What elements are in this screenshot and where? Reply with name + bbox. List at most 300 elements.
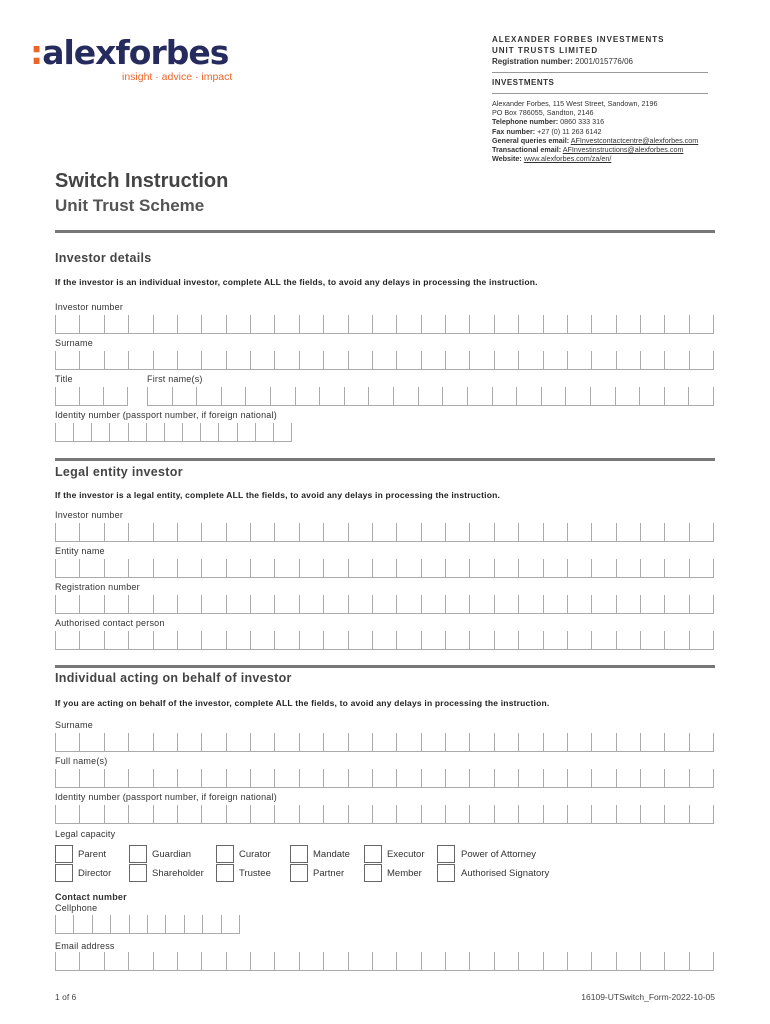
char-cell[interactable] <box>616 769 640 787</box>
char-cell[interactable] <box>201 559 225 577</box>
checkbox-member[interactable] <box>364 864 382 882</box>
char-cell[interactable] <box>55 631 79 649</box>
char-cell[interactable] <box>689 631 714 649</box>
char-cell[interactable] <box>494 315 518 333</box>
char-cell[interactable] <box>469 351 493 369</box>
char-cell[interactable] <box>591 315 615 333</box>
char-cell[interactable] <box>237 423 255 441</box>
char-cell[interactable] <box>689 733 714 751</box>
char-cell[interactable] <box>541 387 566 405</box>
char-cell[interactable] <box>295 387 320 405</box>
char-cell[interactable] <box>299 769 323 787</box>
char-cell[interactable] <box>664 387 689 405</box>
char-cell[interactable] <box>615 387 640 405</box>
char-cell[interactable] <box>245 387 270 405</box>
char-cell[interactable] <box>640 733 664 751</box>
transactional-email-link[interactable]: AFInvestinstructions@alexforbes.com <box>562 145 684 155</box>
char-cell[interactable] <box>664 315 688 333</box>
full-names-boxes[interactable] <box>55 769 714 788</box>
char-cell[interactable] <box>201 523 225 541</box>
char-cell[interactable] <box>518 595 542 613</box>
char-cell[interactable] <box>344 387 369 405</box>
char-cell[interactable] <box>421 805 445 823</box>
char-cell[interactable] <box>396 733 420 751</box>
char-cell[interactable] <box>79 523 103 541</box>
char-cell[interactable] <box>201 733 225 751</box>
char-cell[interactable] <box>104 559 128 577</box>
char-cell[interactable] <box>55 559 79 577</box>
char-cell[interactable] <box>396 523 420 541</box>
char-cell[interactable] <box>518 733 542 751</box>
char-cell[interactable] <box>543 351 567 369</box>
char-cell[interactable] <box>299 595 323 613</box>
char-cell[interactable] <box>518 523 542 541</box>
char-cell[interactable] <box>445 523 469 541</box>
char-cell[interactable] <box>396 631 420 649</box>
char-cell[interactable] <box>104 631 128 649</box>
char-cell[interactable] <box>689 805 714 823</box>
char-cell[interactable] <box>128 805 152 823</box>
checkbox-authorised-signatory[interactable] <box>437 864 455 882</box>
char-cell[interactable] <box>616 595 640 613</box>
char-cell[interactable] <box>469 559 493 577</box>
char-cell[interactable] <box>250 631 274 649</box>
char-cell[interactable] <box>372 351 396 369</box>
char-cell[interactable] <box>153 805 177 823</box>
char-cell[interactable] <box>469 769 493 787</box>
char-cell[interactable] <box>274 805 298 823</box>
char-cell[interactable] <box>469 952 493 970</box>
char-cell[interactable] <box>226 523 250 541</box>
char-cell[interactable] <box>110 915 128 933</box>
char-cell[interactable] <box>445 559 469 577</box>
char-cell[interactable] <box>104 769 128 787</box>
char-cell[interactable] <box>221 387 246 405</box>
char-cell[interactable] <box>518 769 542 787</box>
char-cell[interactable] <box>567 805 591 823</box>
char-cell[interactable] <box>445 595 469 613</box>
char-cell[interactable] <box>201 595 225 613</box>
char-cell[interactable] <box>494 595 518 613</box>
char-cell[interactable] <box>201 952 225 970</box>
char-cell[interactable] <box>153 523 177 541</box>
char-cell[interactable] <box>664 559 688 577</box>
char-cell[interactable] <box>372 733 396 751</box>
char-cell[interactable] <box>55 523 79 541</box>
char-cell[interactable] <box>274 952 298 970</box>
char-cell[interactable] <box>226 805 250 823</box>
char-cell[interactable] <box>567 631 591 649</box>
char-cell[interactable] <box>516 387 541 405</box>
char-cell[interactable] <box>153 315 177 333</box>
char-cell[interactable] <box>421 595 445 613</box>
char-cell[interactable] <box>323 351 347 369</box>
char-cell[interactable] <box>250 595 274 613</box>
char-cell[interactable] <box>393 387 418 405</box>
char-cell[interactable] <box>200 423 218 441</box>
char-cell[interactable] <box>79 769 103 787</box>
checkbox-trustee[interactable] <box>216 864 234 882</box>
char-cell[interactable] <box>567 595 591 613</box>
char-cell[interactable] <box>396 315 420 333</box>
char-cell[interactable] <box>274 631 298 649</box>
char-cell[interactable] <box>226 351 250 369</box>
char-cell[interactable] <box>319 387 344 405</box>
char-cell[interactable] <box>273 423 292 441</box>
char-cell[interactable] <box>299 733 323 751</box>
char-cell[interactable] <box>274 595 298 613</box>
char-cell[interactable] <box>639 387 664 405</box>
checkbox-partner[interactable] <box>290 864 308 882</box>
checkbox-power-of-attorney[interactable] <box>437 845 455 863</box>
char-cell[interactable] <box>177 315 201 333</box>
first-names-boxes[interactable] <box>147 387 714 406</box>
char-cell[interactable] <box>79 387 103 405</box>
char-cell[interactable] <box>494 351 518 369</box>
char-cell[interactable] <box>567 315 591 333</box>
char-cell[interactable] <box>616 351 640 369</box>
char-cell[interactable] <box>226 315 250 333</box>
char-cell[interactable] <box>323 631 347 649</box>
char-cell[interactable] <box>664 631 688 649</box>
title-boxes[interactable] <box>55 387 128 406</box>
char-cell[interactable] <box>567 733 591 751</box>
char-cell[interactable] <box>55 733 79 751</box>
char-cell[interactable] <box>372 559 396 577</box>
char-cell[interactable] <box>79 595 103 613</box>
website-link[interactable]: www.alexforbes.com/za/en/ <box>523 154 612 164</box>
char-cell[interactable] <box>372 805 396 823</box>
char-cell[interactable] <box>147 387 172 405</box>
char-cell[interactable] <box>543 733 567 751</box>
char-cell[interactable] <box>79 952 103 970</box>
char-cell[interactable] <box>177 769 201 787</box>
char-cell[interactable] <box>250 805 274 823</box>
char-cell[interactable] <box>372 315 396 333</box>
char-cell[interactable] <box>689 769 714 787</box>
char-cell[interactable] <box>104 805 128 823</box>
char-cell[interactable] <box>250 559 274 577</box>
char-cell[interactable] <box>177 595 201 613</box>
char-cell[interactable] <box>274 559 298 577</box>
char-cell[interactable] <box>274 351 298 369</box>
char-cell[interactable] <box>689 315 714 333</box>
identity-number-boxes[interactable] <box>55 423 292 442</box>
char-cell[interactable] <box>299 523 323 541</box>
char-cell[interactable] <box>591 805 615 823</box>
char-cell[interactable] <box>323 595 347 613</box>
char-cell[interactable] <box>177 952 201 970</box>
char-cell[interactable] <box>567 559 591 577</box>
char-cell[interactable] <box>616 315 640 333</box>
char-cell[interactable] <box>348 631 372 649</box>
char-cell[interactable] <box>348 351 372 369</box>
char-cell[interactable] <box>274 733 298 751</box>
char-cell[interactable] <box>201 351 225 369</box>
checkbox-curator[interactable] <box>216 845 234 863</box>
char-cell[interactable] <box>348 523 372 541</box>
char-cell[interactable] <box>372 595 396 613</box>
char-cell[interactable] <box>55 595 79 613</box>
char-cell[interactable] <box>591 631 615 649</box>
char-cell[interactable] <box>177 523 201 541</box>
char-cell[interactable] <box>494 559 518 577</box>
char-cell[interactable] <box>323 559 347 577</box>
general-email-link[interactable]: AFInvestcontactcentre@alexforbes.com <box>570 135 699 145</box>
char-cell[interactable] <box>467 387 492 405</box>
char-cell[interactable] <box>543 805 567 823</box>
char-cell[interactable] <box>567 952 591 970</box>
char-cell[interactable] <box>445 351 469 369</box>
char-cell[interactable] <box>153 631 177 649</box>
char-cell[interactable] <box>640 631 664 649</box>
behalf-surname-boxes[interactable] <box>55 733 714 752</box>
char-cell[interactable] <box>250 769 274 787</box>
checkbox-mandate[interactable] <box>290 845 308 863</box>
behalf-identity-boxes[interactable] <box>55 805 714 824</box>
char-cell[interactable] <box>469 315 493 333</box>
char-cell[interactable] <box>153 952 177 970</box>
char-cell[interactable] <box>664 952 688 970</box>
char-cell[interactable] <box>396 595 420 613</box>
char-cell[interactable] <box>250 351 274 369</box>
char-cell[interactable] <box>79 559 103 577</box>
char-cell[interactable] <box>616 733 640 751</box>
char-cell[interactable] <box>368 387 393 405</box>
char-cell[interactable] <box>591 595 615 613</box>
char-cell[interactable] <box>543 595 567 613</box>
char-cell[interactable] <box>165 915 183 933</box>
char-cell[interactable] <box>421 559 445 577</box>
char-cell[interactable] <box>299 631 323 649</box>
registration-number-boxes[interactable] <box>55 595 714 614</box>
char-cell[interactable] <box>226 559 250 577</box>
char-cell[interactable] <box>146 423 164 441</box>
char-cell[interactable] <box>445 733 469 751</box>
char-cell[interactable] <box>104 315 128 333</box>
char-cell[interactable] <box>591 733 615 751</box>
char-cell[interactable] <box>79 805 103 823</box>
char-cell[interactable] <box>128 769 152 787</box>
char-cell[interactable] <box>590 387 615 405</box>
char-cell[interactable] <box>153 733 177 751</box>
cellphone-boxes[interactable] <box>55 915 240 934</box>
char-cell[interactable] <box>348 595 372 613</box>
char-cell[interactable] <box>640 769 664 787</box>
char-cell[interactable] <box>104 351 128 369</box>
char-cell[interactable] <box>201 631 225 649</box>
char-cell[interactable] <box>226 769 250 787</box>
char-cell[interactable] <box>494 952 518 970</box>
char-cell[interactable] <box>104 733 128 751</box>
char-cell[interactable] <box>73 423 91 441</box>
char-cell[interactable] <box>664 805 688 823</box>
char-cell[interactable] <box>372 769 396 787</box>
char-cell[interactable] <box>518 315 542 333</box>
char-cell[interactable] <box>274 769 298 787</box>
email-boxes[interactable] <box>55 952 714 971</box>
char-cell[interactable] <box>518 805 542 823</box>
char-cell[interactable] <box>104 523 128 541</box>
char-cell[interactable] <box>128 595 152 613</box>
char-cell[interactable] <box>567 351 591 369</box>
char-cell[interactable] <box>323 952 347 970</box>
char-cell[interactable] <box>640 952 664 970</box>
char-cell[interactable] <box>543 315 567 333</box>
char-cell[interactable] <box>202 915 220 933</box>
char-cell[interactable] <box>469 631 493 649</box>
char-cell[interactable] <box>494 805 518 823</box>
char-cell[interactable] <box>323 315 347 333</box>
char-cell[interactable] <box>201 769 225 787</box>
char-cell[interactable] <box>567 523 591 541</box>
char-cell[interactable] <box>372 952 396 970</box>
char-cell[interactable] <box>128 315 152 333</box>
char-cell[interactable] <box>128 631 152 649</box>
char-cell[interactable] <box>104 952 128 970</box>
char-cell[interactable] <box>323 769 347 787</box>
char-cell[interactable] <box>147 915 165 933</box>
char-cell[interactable] <box>226 733 250 751</box>
char-cell[interactable] <box>55 423 73 441</box>
char-cell[interactable] <box>688 387 714 405</box>
char-cell[interactable] <box>270 387 295 405</box>
char-cell[interactable] <box>103 387 128 405</box>
char-cell[interactable] <box>664 595 688 613</box>
char-cell[interactable] <box>274 523 298 541</box>
char-cell[interactable] <box>299 315 323 333</box>
char-cell[interactable] <box>469 805 493 823</box>
surname-boxes[interactable] <box>55 351 714 370</box>
char-cell[interactable] <box>518 559 542 577</box>
char-cell[interactable] <box>421 952 445 970</box>
char-cell[interactable] <box>153 351 177 369</box>
char-cell[interactable] <box>445 631 469 649</box>
char-cell[interactable] <box>494 523 518 541</box>
char-cell[interactable] <box>396 952 420 970</box>
char-cell[interactable] <box>128 733 152 751</box>
char-cell[interactable] <box>172 387 197 405</box>
char-cell[interactable] <box>421 733 445 751</box>
char-cell[interactable] <box>445 952 469 970</box>
char-cell[interactable] <box>196 387 221 405</box>
char-cell[interactable] <box>128 523 152 541</box>
char-cell[interactable] <box>664 733 688 751</box>
char-cell[interactable] <box>323 523 347 541</box>
char-cell[interactable] <box>73 915 91 933</box>
char-cell[interactable] <box>518 351 542 369</box>
char-cell[interactable] <box>55 915 73 933</box>
char-cell[interactable] <box>348 733 372 751</box>
char-cell[interactable] <box>616 952 640 970</box>
char-cell[interactable] <box>396 805 420 823</box>
char-cell[interactable] <box>616 559 640 577</box>
char-cell[interactable] <box>543 631 567 649</box>
char-cell[interactable] <box>177 733 201 751</box>
char-cell[interactable] <box>299 351 323 369</box>
char-cell[interactable] <box>128 351 152 369</box>
checkbox-executor[interactable] <box>364 845 382 863</box>
char-cell[interactable] <box>492 387 517 405</box>
char-cell[interactable] <box>55 351 79 369</box>
char-cell[interactable] <box>445 805 469 823</box>
contact-person-boxes[interactable] <box>55 631 714 650</box>
char-cell[interactable] <box>55 387 79 405</box>
char-cell[interactable] <box>348 559 372 577</box>
char-cell[interactable] <box>274 315 298 333</box>
char-cell[interactable] <box>255 423 273 441</box>
char-cell[interactable] <box>177 559 201 577</box>
char-cell[interactable] <box>177 351 201 369</box>
char-cell[interactable] <box>226 631 250 649</box>
char-cell[interactable] <box>182 423 200 441</box>
checkbox-shareholder[interactable] <box>129 864 147 882</box>
char-cell[interactable] <box>442 387 467 405</box>
char-cell[interactable] <box>591 351 615 369</box>
char-cell[interactable] <box>689 559 714 577</box>
char-cell[interactable] <box>421 631 445 649</box>
char-cell[interactable] <box>469 595 493 613</box>
entity-name-boxes[interactable] <box>55 559 714 578</box>
char-cell[interactable] <box>201 805 225 823</box>
char-cell[interactable] <box>55 952 79 970</box>
char-cell[interactable] <box>616 631 640 649</box>
char-cell[interactable] <box>518 631 542 649</box>
char-cell[interactable] <box>616 523 640 541</box>
legal-investor-number-boxes[interactable] <box>55 523 714 542</box>
char-cell[interactable] <box>109 423 127 441</box>
char-cell[interactable] <box>177 805 201 823</box>
checkbox-director[interactable] <box>55 864 73 882</box>
char-cell[interactable] <box>640 523 664 541</box>
char-cell[interactable] <box>299 805 323 823</box>
checkbox-guardian[interactable] <box>129 845 147 863</box>
char-cell[interactable] <box>79 351 103 369</box>
checkbox-parent[interactable] <box>55 845 73 863</box>
char-cell[interactable] <box>153 769 177 787</box>
char-cell[interactable] <box>104 595 128 613</box>
char-cell[interactable] <box>250 952 274 970</box>
char-cell[interactable] <box>323 733 347 751</box>
char-cell[interactable] <box>55 805 79 823</box>
char-cell[interactable] <box>591 769 615 787</box>
char-cell[interactable] <box>396 351 420 369</box>
char-cell[interactable] <box>128 423 146 441</box>
char-cell[interactable] <box>250 315 274 333</box>
char-cell[interactable] <box>421 351 445 369</box>
char-cell[interactable] <box>494 631 518 649</box>
char-cell[interactable] <box>201 315 225 333</box>
char-cell[interactable] <box>567 769 591 787</box>
char-cell[interactable] <box>591 523 615 541</box>
char-cell[interactable] <box>348 769 372 787</box>
char-cell[interactable] <box>79 733 103 751</box>
char-cell[interactable] <box>226 595 250 613</box>
char-cell[interactable] <box>418 387 443 405</box>
char-cell[interactable] <box>664 769 688 787</box>
char-cell[interactable] <box>616 805 640 823</box>
char-cell[interactable] <box>372 523 396 541</box>
char-cell[interactable] <box>55 769 79 787</box>
char-cell[interactable] <box>543 523 567 541</box>
char-cell[interactable] <box>469 733 493 751</box>
char-cell[interactable] <box>91 423 109 441</box>
char-cell[interactable] <box>640 315 664 333</box>
investor-number-boxes[interactable] <box>55 315 714 334</box>
char-cell[interactable] <box>494 733 518 751</box>
char-cell[interactable] <box>565 387 590 405</box>
char-cell[interactable] <box>218 423 236 441</box>
